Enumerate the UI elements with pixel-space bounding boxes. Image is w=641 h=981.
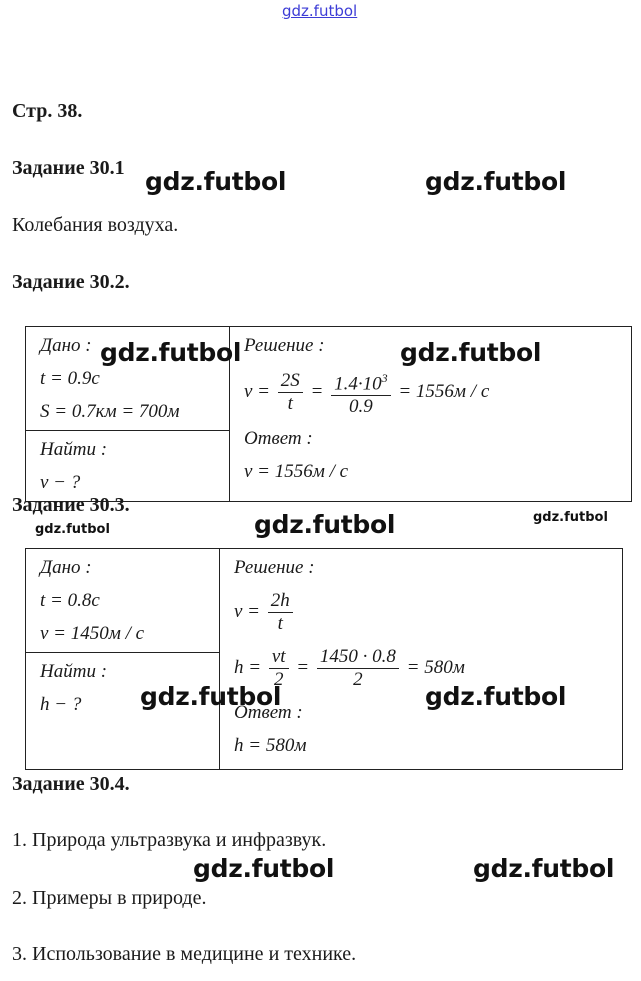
fraction-numerator: 1450 · 0.8 [317, 646, 399, 669]
task-30-4-item-2: 2. Примеры в природе. [12, 887, 207, 909]
watermark: gdz.futbol [533, 510, 608, 525]
find-label: Найти : [40, 439, 108, 460]
watermark: gdz.futbol [400, 338, 542, 367]
solution-formula [244, 362, 617, 422]
find-value: v − ? [40, 472, 81, 493]
watermark: gdz.futbol [145, 167, 287, 196]
task-30-3-title: Задание 30.3. [12, 494, 130, 516]
task-30-1-answer: Колебания воздуха. [12, 214, 179, 236]
given-distance: S = 0.7км = 700м [40, 401, 180, 422]
solution-label: Решение : [234, 557, 315, 578]
formula-lhs: v = [244, 381, 271, 402]
answer-label: Ответ : [234, 702, 303, 723]
fraction-numerator: $1.4\cdot 10^3$ [331, 367, 391, 396]
page-number-heading: Стр. 38. [12, 100, 83, 122]
task-30-4-title: Задание 30.4. [12, 773, 130, 795]
fraction-denominator: 2 [353, 669, 363, 691]
task-30-2-title: Задание 30.2. [12, 271, 130, 293]
watermark: gdz.futbol [140, 682, 282, 711]
fraction-denominator: 2 [273, 669, 284, 691]
fraction-numerator: vt [269, 646, 289, 669]
watermark-top[interactable]: gdz.futbol [282, 2, 358, 20]
fraction-numerator: 2h [268, 590, 293, 613]
find-label: Найти : [40, 661, 108, 682]
exponent: 3 [381, 370, 388, 385]
fraction-2h-over-t [268, 590, 293, 635]
given-speed: v = 1450м / c [40, 623, 145, 644]
watermark: gdz.futbol [473, 854, 615, 883]
task-30-1-title: Задание 30.1 [12, 157, 125, 179]
solution-cell [220, 549, 623, 770]
watermark: gdz.futbol [254, 510, 396, 539]
equals-sign: = [310, 381, 324, 402]
answer-value: v = 1556м / c [244, 461, 349, 482]
find-cell [26, 431, 230, 502]
task-30-4-item-3: 3. Использование в медицине и технике. [12, 943, 357, 965]
watermark: gdz.futbol [35, 522, 110, 537]
fraction-denominator: 0.9 [348, 396, 373, 418]
given-label: Дано : [40, 335, 92, 356]
given-time: t = 0.9c [40, 368, 100, 389]
fraction-value [331, 367, 391, 418]
answer-label: Ответ : [244, 428, 313, 449]
formula-lhs: h = [234, 657, 262, 678]
solution-label: Решение : [244, 335, 325, 356]
watermark: gdz.futbol [100, 338, 242, 367]
given-cell [26, 549, 220, 653]
task-30-4-item-1: 1. Природа ультразвука и инфразвук. [12, 829, 327, 851]
fraction-2s-over-t [278, 370, 303, 415]
fraction-value [317, 646, 399, 691]
formula-result: = 1556м / c [398, 381, 490, 402]
task-30-3-table [25, 548, 623, 770]
solution-formula-speed [234, 584, 608, 640]
formula-lhs: v = [234, 601, 261, 622]
fraction-numerator: 2S [278, 370, 303, 393]
fraction-denominator: t [287, 393, 293, 415]
given-time: t = 0.8c [40, 590, 100, 611]
formula-result: = 580м [406, 657, 465, 678]
watermark: gdz.futbol [425, 682, 567, 711]
given-label: Дано : [40, 557, 92, 578]
find-cell [26, 653, 220, 770]
watermark: gdz.futbol [425, 167, 567, 196]
find-value: h − ? [40, 694, 82, 715]
fraction-denominator: t [277, 613, 283, 635]
watermark: gdz.futbol [193, 854, 335, 883]
equals-sign: = [296, 657, 310, 678]
answer-value: h = 580м [234, 735, 307, 756]
